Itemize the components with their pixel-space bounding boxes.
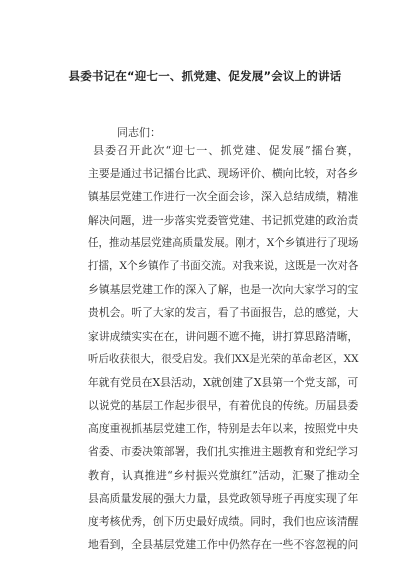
body-line: 家讲成绩实实在在，讲问题不遮不掩，讲打算思路清晰， xyxy=(88,329,359,343)
body-line: 任，推动基层党建高质量发展。刚才，X个乡镇进行了现场 xyxy=(88,236,359,249)
body-line: 听后收获很大，很受启发。我们XX是光荣的革命老区，XX xyxy=(88,352,359,365)
body-line: 地看到，全县基层党建工作中仍然存在一些不容忽视的问 xyxy=(88,538,359,552)
body-line: 年就有党员在X县活动，X就创建了X县第一个党支部，可 xyxy=(88,375,359,389)
body-line: 度考核优秀，创下历史最好成绩。同时，我们也应该清醒 xyxy=(88,515,359,528)
body-line: 省委、市委决策部署，我们扎实推进主题教育和党纪学习 xyxy=(88,445,359,459)
body-line: 县委召开此次“迎七一、抓党建、促发展”擂台赛， xyxy=(93,144,360,157)
body-line: 贵机会。听了大家的发言，看了书面报告，总的感觉，大 xyxy=(88,306,359,320)
body-line: 高度重视抓基层党建工作，特别是去年以来，按照党中央 xyxy=(88,422,359,436)
document-body xyxy=(88,139,360,556)
body-line: 解决问题，进一步落实党委管党建、书记抓党建的政治责 xyxy=(88,213,359,227)
body-line: 主要是通过书记擂台比武、现场评价、横向比较，对各乡 xyxy=(88,167,359,181)
body-line: 县高质量发展的强大力量，县党政领导班子再度实现了年 xyxy=(88,491,359,505)
body-line: 镇基层党建工作进行一次全面会诊，深入总结成绩，精准 xyxy=(88,190,359,204)
body-line: 教育，认真推进“乡村振兴党旗红”活动，汇聚了推动全 xyxy=(88,468,360,482)
body-line: 打擂，X个乡镇作了书面交流。对我来说，这既是一次对各 xyxy=(88,259,359,272)
body-line: 乡镇基层党建工作的深入了解，也是一次向大家学习的宝 xyxy=(88,283,359,297)
document-title: 县委书记在“迎七一、抓党建、促发展”会议上的讲话 xyxy=(68,69,342,83)
salutation: 同志们： xyxy=(117,126,161,139)
body-line: 以说党的基层工作起步很早，有着优良的传统。历届县委 xyxy=(88,399,359,413)
